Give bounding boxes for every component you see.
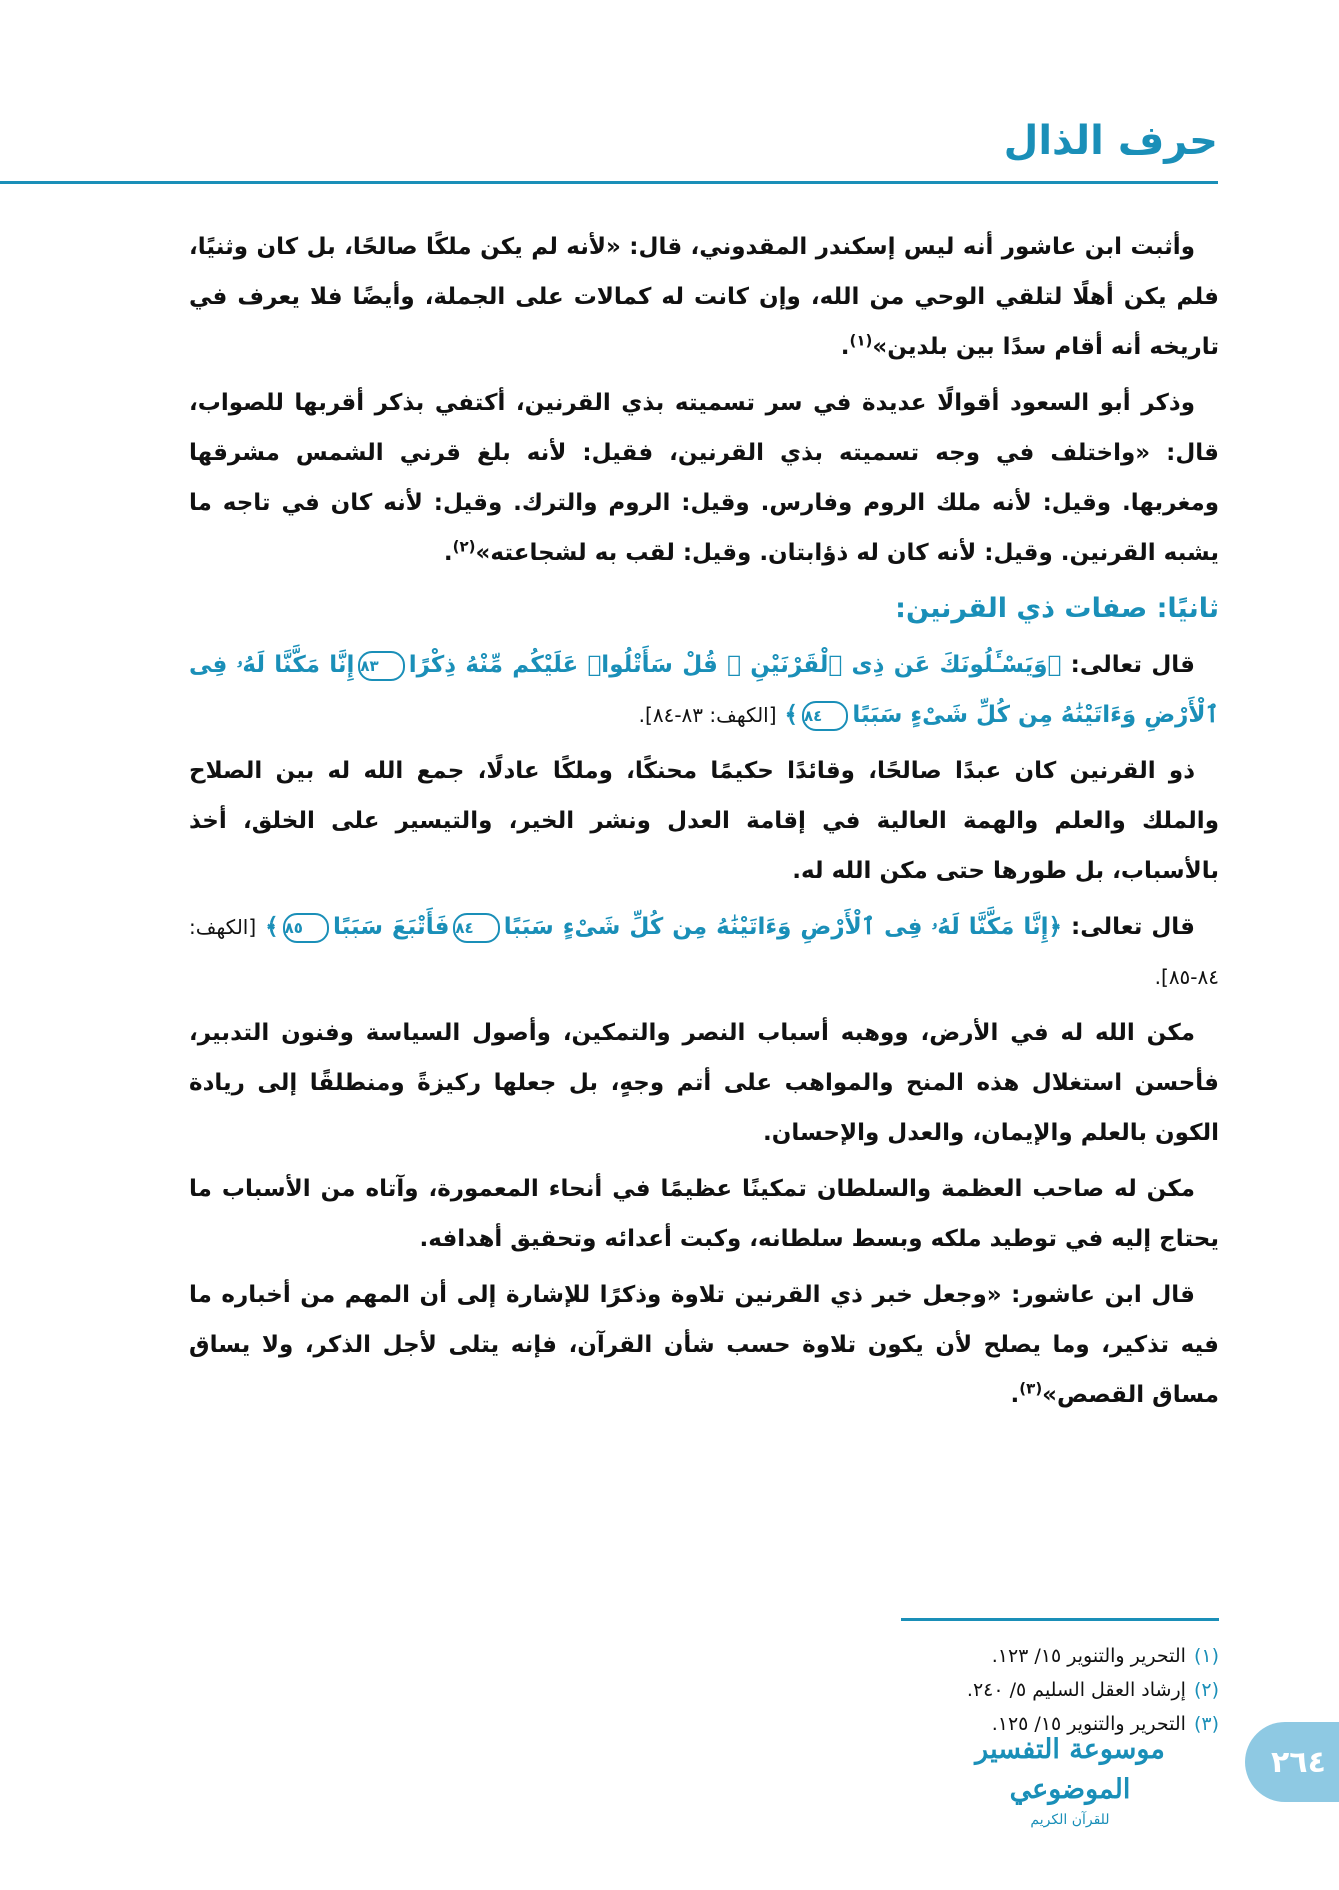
quran-verse: ﴿إِنَّا مَكَّنَّا لَهُۥ فِى ٱلْأَرْضِ وَءَاتَيْنَٰهُ مِن كُلِّ شَىْءٍ سَبَبًا٨٤فَأَتْبَعَ سَبَبًا٨٥﴾ [265,914,1062,940]
header-rule [0,181,1218,184]
footnote-item [189,1673,1219,1707]
footnote-text: إرشاد العقل السليم ٥/ ٢٤٠. [966,1679,1186,1701]
footnote-text: التحرير والتنوير ١٥/ ١٢٥. [991,1713,1186,1735]
footnote-item [189,1639,1219,1673]
quran-quote: قال تعالى: ﴿وَيَسْـَٔلُونَكَ عَن ذِى ٱلْقَرْنَيْنِ ۖ قُلْ سَأَتْلُوا۟ عَلَيْكُم مِّنْهُ ذِكْرًا٨٣إِنَّا مَكَّنَّا لَهُۥ فِى ٱلْأَرْضِ وَءَاتَيْنَٰهُ مِن كُلِّ شَىْءٍ سَبَبًا٨٤﴾ [الكهف: ٨٣-٨٤]. [189,640,1219,740]
footnote-ref[interactable]: (٣) [1019,1379,1043,1398]
verse-reference: [الكهف: ٨٣-٨٤]. [638,703,777,727]
ayah-number: ٨٣ [358,651,404,681]
ayah-number: ٨٤ [453,913,499,943]
footnote-ref[interactable]: (١) [849,331,873,350]
section-heading: ثانيًا: صفات ذي القرنين: [895,593,1219,624]
ayah-number: ٨٤ [802,701,848,731]
paragraph: وأثبت ابن عاشور أنه ليس إسكندر المقدوني، قال: «لأنه لم يكن ملكًا صالحًا، بل كان وثنيًا، فلم يكن أهلًا لتلقي الوحي من الله، وإن كانت له كمالات على الجملة، وأيضًا فلا يعرف في تاريخه أنه أقام سدًا بين بلدين»$^{(١)}$. [189,234,1219,360]
paragraph: ذو القرنين كان عبدًا صالحًا، وقائدًا حكيمًا محنكًا، وملكًا عادلًا، جمع الله له بين الصلاح والملك والعلم والهمة العالية في إقامة العدل ونشر الخير، والتيسير على الخلق، أخذ بالأسباب، بل طورها حتى مكن الله له. [189,758,1219,884]
footnote-ref[interactable]: (٢) [452,537,476,556]
ayah-number: ٨٥ [283,913,329,943]
series-logo [920,1730,1220,1828]
footnotes [189,1618,1219,1741]
footnote-text: التحرير والتنوير ١٥/ ١٢٣. [991,1645,1186,1667]
page-number-badge [1245,1722,1339,1802]
paragraph: مكن له صاحب العظمة والسلطان تمكينًا عظيمًا في أنحاء المعمورة، وآتاه من الأسباب ما يحتاج إليه في توطيد ملكه وبسط سلطانه، وكبت أعدائه وتحقيق أهدافه. [189,1176,1219,1252]
paragraph: قال ابن عاشور: «وجعل خبر ذي القرنين تلاوة وذكرًا للإشارة إلى أن المهم من أخباره ما فيه تذكير، وما يصلح لأن يكون تلاوة حسب شأن القرآن، فإنه يتلى لأجل الذكر، ولا يساق مساق القصص»$^{(٣)}$. [189,1282,1219,1408]
main-text [189,222,1219,1426]
quran-verse: ﴿وَيَسْـَٔلُونَكَ عَن ذِى ٱلْقَرْنَيْنِ ۖ قُلْ سَأَتْلُوا۟ عَلَيْكُم مِّنْهُ ذِكْرًا٨٣إِنَّا مَكَّنَّا لَهُۥ فِى ٱلْأَرْضِ وَءَاتَيْنَٰهُ مِن كُلِّ شَىْءٍ سَبَبًا٨٤﴾ [189,652,1219,728]
page-header [0,118,1218,188]
paragraph: وذكر أبو السعود أقوالًا عديدة في سر تسميته بذي القرنين، أكتفي بذكر أقربها للصواب، قال: «واختلف في وجه تسميته بذي القرنين، فقيل: لأنه بلغ قرني الشمس مشرقها ومغربها. وقيل: لأنه ملك الروم وفارس. وقيل: الروم والترك. وقيل: لأنه كان في تاجه ما يشبه القرنين. وقيل: لأنه كان له ذؤابتان. وقيل: لقب به لشجاعته»$^{(٢)}$. [189,390,1219,566]
footnote-number: (١) [1193,1645,1219,1667]
series-logo-subtitle: للقرآن الكريم [1030,1812,1110,1828]
quran-quote: قال تعالى: ﴿إِنَّا مَكَّنَّا لَهُۥ فِى ٱلْأَرْضِ وَءَاتَيْنَٰهُ مِن كُلِّ شَىْءٍ سَبَبًا٨٤فَأَتْبَعَ سَبَبًا٨٥﴾ [الكهف: ٨٤-٨٥]. [189,914,1219,989]
verse-reference: [الكهف: ٨٤-٨٥]. [189,915,1219,989]
footnote-divider [901,1618,1219,1621]
footnote-number: (٣) [1193,1713,1219,1735]
page-number: ٢٦٤ [1271,1744,1326,1780]
paragraph: مكن الله له في الأرض، ووهبه أسباب النصر والتمكين، وأصول السياسة وفنون التدبير، فأحسن استغلال هذه المنح والمواهب على أتم وجهٍ، بل جعلها ركيزةً ومنطلقًا إلى ريادة الكون بالعلم والإيمان، والعدل والإحسان. [189,1020,1219,1146]
series-logo-title: موسوعة التفسير الموضوعي [975,1734,1165,1805]
chapter-title: حرف الذال [1003,118,1218,164]
footnote-number: (٢) [1193,1679,1219,1701]
